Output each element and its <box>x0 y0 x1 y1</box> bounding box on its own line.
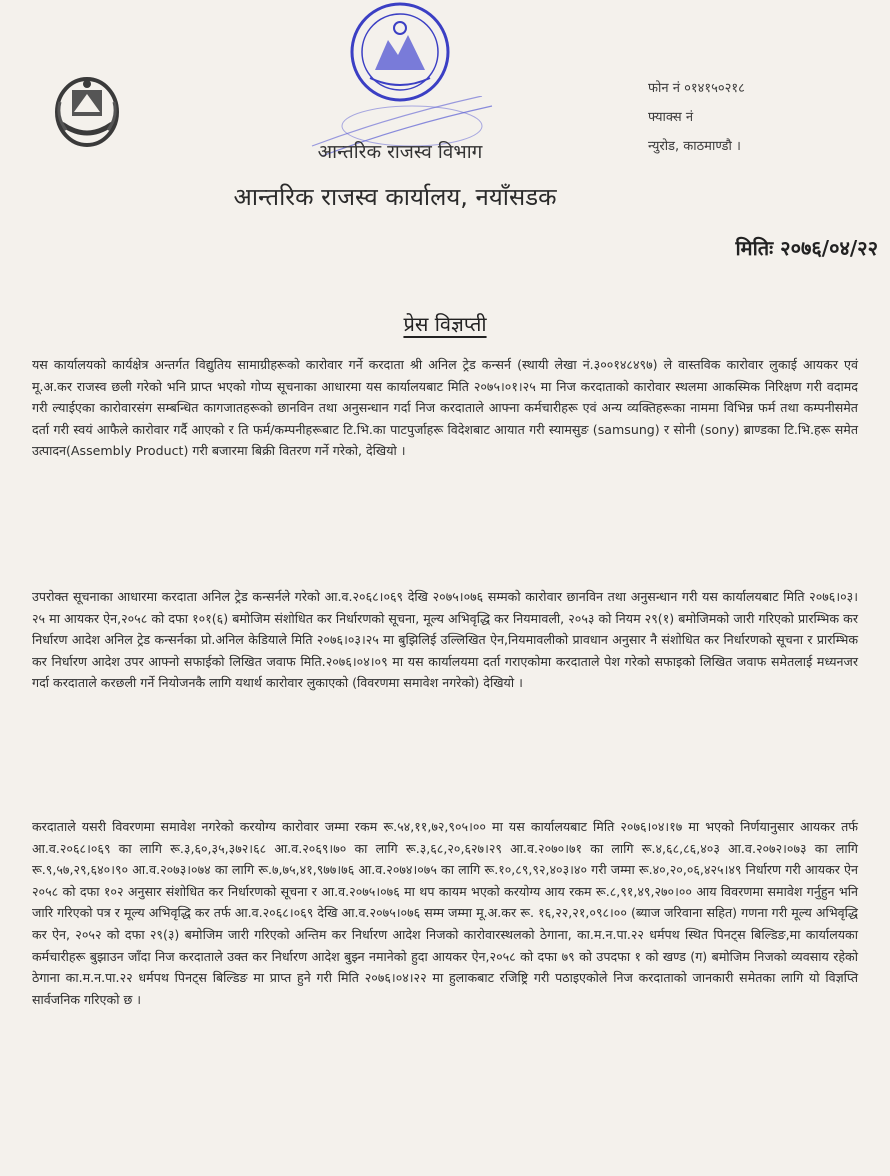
body-paragraph-3: करदाताले यसरी विवरणमा समावेश नगरेको करयोग्य कारोवार जम्मा रकम रू.५४,११,७२,९०५।०० मा यस कार्यालयबाट मिति २०७६।०४।१७ मा भएको निर्णयानुसार आयकर तर्फ आ.व.२०६८।०६९ का लागि रू.३,६०,३५,३७२।६८ आ.व.२०६९।७० का लागि रू.३,६८,२०,६२७।२९ आ.व.२०७०।७१ का लागि रू.४,६८,८६,४०३ आ.व.२०७२।०७३ का लागि रू.९,५७,२९,६४०।९० आ.व.२०७३।०७४ का लागि रू.७,७५,४१,९७७।७६ आ.व.२०७४।०७५ का लागि रू.१०,८९,९२,४०३।४० गरी जम्मा रू.४०,२०,०६,४२५।४९ निर्धारण गरी आयकर ऐन २०५८ को दफा १०२ अनुसार संशोधित कर निर्धारणको सूचना र आ.व.२०७५।०७६ मा थप कायम भएको करयोग्य आय रकम रू.८,९१,४९,२७०।०० आय विवरणमा समावेश गर्नुहुन भनि जारि गरिएको पत्र र मूल्य अभिवृद्धि कर तर्फ आ.व.२०६८।०६९ देखि आ.व.२०७५।०७६ सम्म जम्मा मू.अ.कर रू. १६,२२,२१,०९८।०० (ब्याज जरिवाना सहित) गणना गरी मूल्य अभिवृद्धि कर ऐन, २०५२ को दफा २९(३) बमोजिम जारी गरिएको अन्तिम कर निर्धारण आदेश निजको कारोवारस्थलको ठेगाना, का.म.न.पा.२२ धर्मपथ स्थित पिनट्स बिल्डिङ,मा कार्यालयका कर्मचारीहरू बुझाउन जाँदा निज करदाताले उक्त कर निर्धारण आदेश बुझ्न नमानेको हुदा आयकर ऐन,२०५८ को दफा ७९ को उपदफा १ को खण्ड (ग) बमोजिम निजको व्यवसाय रहेको ठेगाना का.म.न.पा.२२ धर्मपथ पिनट्स बिल्डिङ मा प्राप्त हुने गरी मिति २०७६।०४।२२ मा हुलाकबाट रजिष्ट्रि गरी पठाइएकोले निज करदाताको जानकारी समेतका लागि यो विज्ञप्ति सार्वजनिक गरिएको छ । <box>32 819 858 1007</box>
body-paragraph-1: यस कार्यालयको कार्यक्षेत्र अन्तर्गत विद्युतिय सामाग्रीहरूको कारोवार गर्ने करदाता श्री अनिल ट्रेड कन्सर्न (स्थायी लेखा नं.३००१४८४९७) ले वास्तविक कारोवार लुकाई आयकर एवं मू.अ.कर राजस्व छली गरेको भनि प्राप्त भएको गोप्य सूचनाका आधारमा यस कार्यालयबाट मिति २०७५।०१।२५ मा निज करदाताको कारोवार स्थलमा आकस्मिक निरिक्षण गरी वदामद गरी ल्याईएका कारोवारसंग सम्बन्धित कागजातहरूको छानविन तथा अनुसन्धान गर्दा निज करदाताले आफ्ना कर्मचारीहरू एवं अन्य व्यक्तिहरूका नाममा विभिन्न फर्म तथा कम्पनीसमेत दर्ता गरी स्वयं आफैले कारोवार गर्दै आएको र ति फर्म/कम्पनीहरूबाट टि.भि.का पाटपुर्जाहरू विदेशबाट आयात गरी स्यामसुङ (samsung) र सोनी (sony) ब्राण्डका टि.भि.हरू समेत उत्पादन(Assembly Product) गरी बजारमा बिक्री वितरण गर्ने गरेको, देखियो । <box>32 357 858 459</box>
document-date: मितिः २०७६/०४/२२ <box>735 236 878 260</box>
body-paragraph-2: उपरोक्त सूचनाका आधारमा करदाता अनिल ट्रेड कन्सर्नले गरेको आ.व.२०६८।०६९ देखि २०७५।०७६ सम्मको कारोवार छानविन तथा अनुसन्धान गरी यस कार्यालयबाट मिति २०७६।०३।२५ मा आयकर ऐन,२०५८ को दफा १०१(६) बमोजिम संशोधित कर निर्धारणको सूचना, मूल्य अभिवृद्धि कर नियमावली, २०५३ को नियम २९(१) बमोजिमको जारी गरिएको प्रारम्भिक कर निर्धारण आदेश अनिल ट्रेड कन्सर्नका प्रो.अनिल केडियाले मिति २०७६।०३।२५ मा बुझिलिई उल्लिखित ऐन,नियमावलीको प्रावधान अनुसार नै संशोधित कर निर्धारणको सूचना र प्रारम्भिक कर निर्धारण आदेश उपर आफ्नो सफाईको लिखित जवाफ मिति.२०७६।०४।०९ मा यस कार्यालयमा दर्ता गराएकोमा करदाताले पेश गरेको सफाइको लिखित जवाफ समेतलाई मध्यनजर गर्दा करदाताले करछली गर्ने नियोजनकै लागि यथार्थ कारोवार लुकाएको (विवरणमा समावेश नगरेको) देखियो । <box>32 589 858 691</box>
department-name: आन्तरिक राजस्व विभाग <box>317 141 483 163</box>
fax-number: फ्याक्स नं <box>648 110 694 125</box>
government-emblem-icon <box>52 72 122 150</box>
office-name: आन्तरिक राजस्व कार्यालय, नयाँसडक <box>233 183 557 211</box>
press-release-title: प्रेस विज्ञप्ती <box>403 312 487 336</box>
contact-block <box>648 74 745 161</box>
address: न्युरोड, काठमाण्डौ । <box>648 139 741 154</box>
phone-number: फोन नं ०१४१५०२१८ <box>648 81 745 96</box>
